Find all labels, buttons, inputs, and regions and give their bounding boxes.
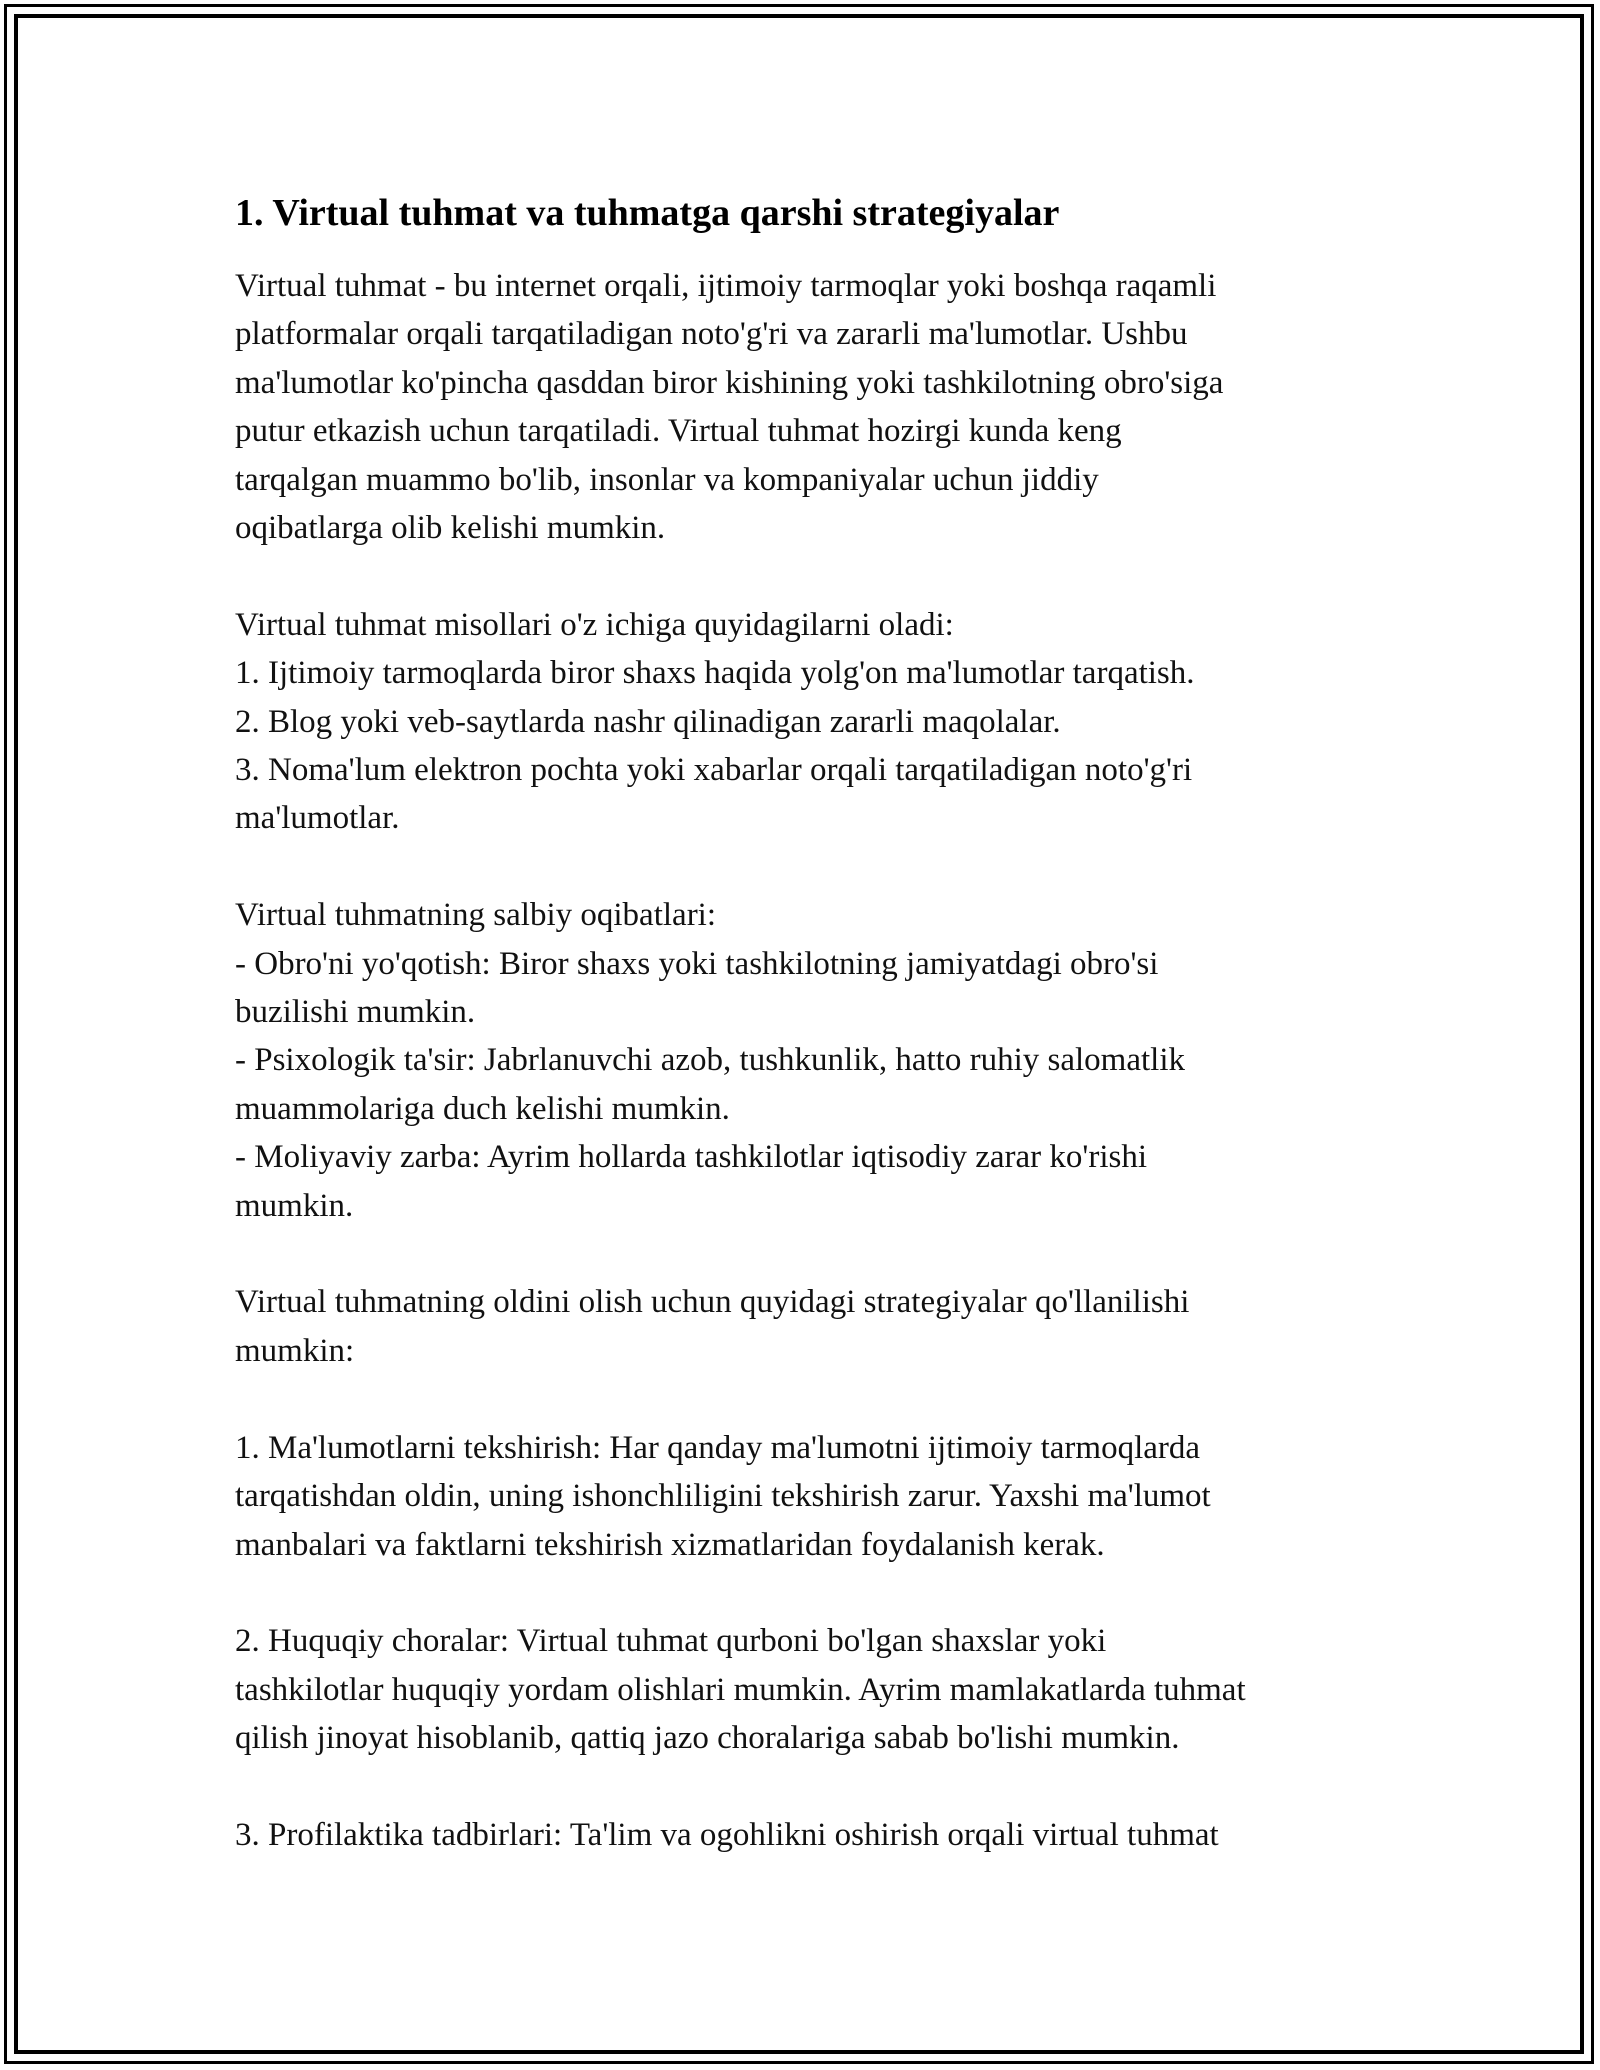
document-body: [235, 188, 1385, 1859]
text-line: tashkilotlar huquqiy yordam olishlari mumkin. Ayrim mamlakatlarda tuhmat: [235, 1671, 1246, 1708]
text-line: 2. Huquqiy choralar: Virtual tuhmat qurboni bo'lgan shaxslar yoki: [235, 1623, 1107, 1660]
text-line: Virtual tuhmat misollari o'z ichiga quyidagilarni oladi:: [235, 606, 954, 643]
text-line: manbalari va faktlarni tekshirish xizmatlaridan foydalanish kerak.: [235, 1526, 1105, 1563]
text-line: putur etkazish uchun tarqatiladi. Virtual tuhmat hozirgi kunda keng: [235, 413, 1122, 450]
text-line: tarqalgan muammo bo'lib, insonlar va kompaniyalar uchun jiddiy: [235, 461, 1099, 498]
blank-line: [235, 552, 1385, 600]
document-text: [235, 262, 1385, 1859]
blank-line: [235, 1763, 1385, 1811]
text-line: 2. Blog yoki veb-saytlarda nashr qilinadigan zararli maqolalar.: [235, 703, 1061, 740]
text-line: Virtual tuhmatning oldini olish uchun quyidagi strategiyalar qo'llanilishi: [235, 1284, 1190, 1321]
text-line: Virtual tuhmat - bu internet orqali, ijtimoiy tarmoqlar yoki boshqa raqamli: [235, 268, 1217, 304]
text-line: 1. Ma'lumotlarni tekshirish: Har qanday ma'lumotni ijtimoiy tarmoqlarda: [235, 1429, 1201, 1466]
text-line: buzilishi mumkin.: [235, 994, 476, 1031]
text-line: tarqatishdan oldin, uning ishonchliligini tekshirish zarur. Yaxshi ma'lumot: [235, 1478, 1211, 1515]
text-line: - Psixologik ta'sir: Jabrlanuvchi azob, tushkunlik, hatto ruhiy salomatlik: [235, 1042, 1185, 1079]
text-line: Virtual tuhmatning salbiy oqibatlari:: [235, 897, 717, 934]
text-line: mumkin.: [235, 1187, 354, 1224]
text-line: ma'lumotlar.: [235, 800, 400, 837]
text-line: qilish jinoyat hisoblanib, qattiq jazo choralariga sabab bo'lishi mumkin.: [235, 1720, 1180, 1757]
text-line: platformalar orqali tarqatiladigan noto'g'ri va zararli ma'lumotlar. Ushbu: [235, 316, 1188, 353]
text-line: 3. Profilaktika tadbirlari: Ta'lim va ogohlikni oshirish orqali virtual tuhmat: [235, 1816, 1219, 1853]
text-line: 1. Ijtimoiy tarmoqlarda biror shaxs haqida yolg'on ma'lumotlar tarqatish.: [235, 655, 1195, 692]
text-line: oqibatlarga olib kelishi mumkin.: [235, 510, 666, 547]
document-title: 1. Virtual tuhmat va tuhmatga qarshi strategiyalar: [235, 192, 1060, 234]
text-line: ma'lumotlar ko'pincha qasddan biror kishining yoki tashkilotning obro'siga: [235, 364, 1224, 401]
text-line: 3. Noma'lum elektron pochta yoki xabarlar orqali tarqatiladigan noto'g'ri: [235, 752, 1193, 789]
text-line: - Moliyaviy zarba: Ayrim hollarda tashkilotlar iqtisodiy zarar ko'rishi: [235, 1139, 1148, 1176]
blank-line: [235, 1375, 1385, 1423]
blank-line: [235, 1569, 1385, 1617]
blank-line: [235, 843, 1385, 891]
blank-line: [235, 1230, 1385, 1278]
text-line: mumkin:: [235, 1332, 355, 1369]
text-line: muammolariga duch kelishi mumkin.: [235, 1090, 730, 1127]
text-line: - Obro'ni yo'qotish: Biror shaxs yoki tashkilotning jamiyatdagi obro'si: [235, 945, 1159, 982]
